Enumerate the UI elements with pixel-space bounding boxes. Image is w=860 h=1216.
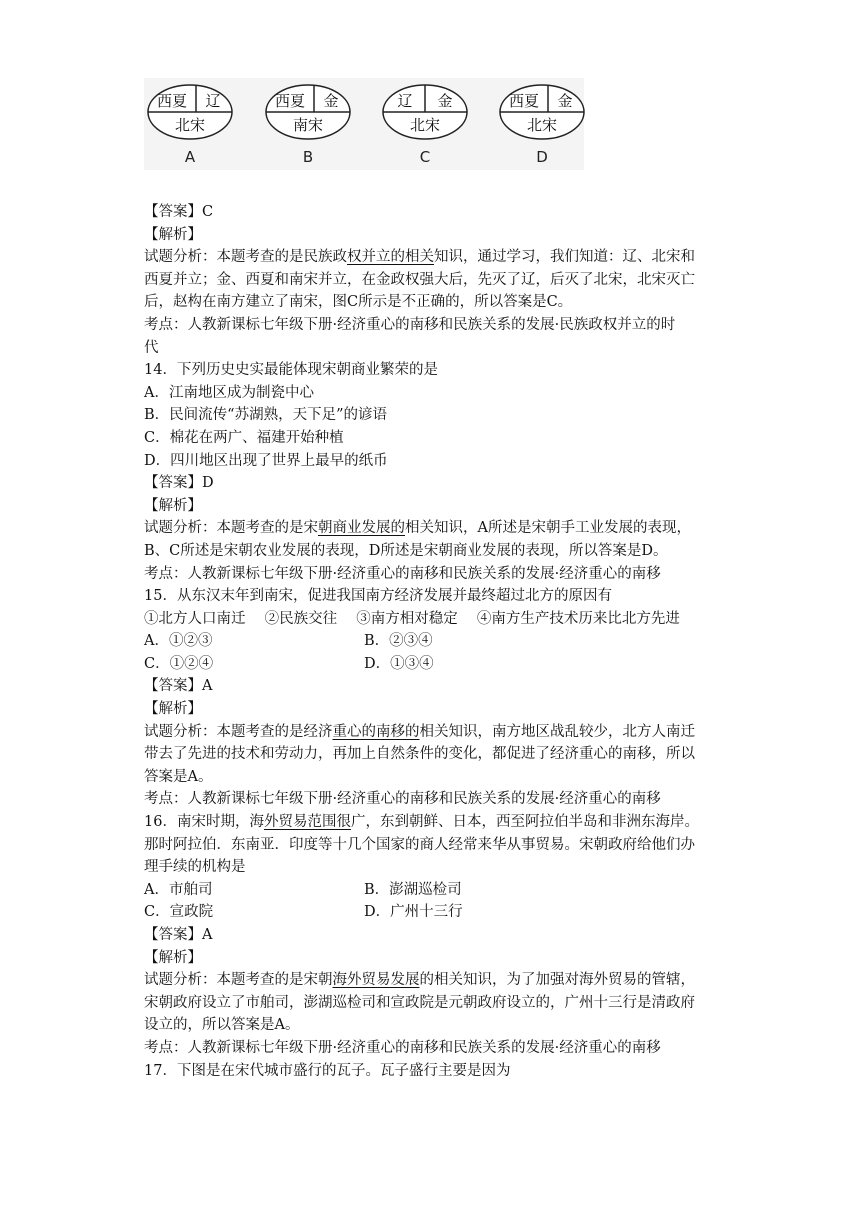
document-body xyxy=(144,201,724,1082)
diagram-d-label: D xyxy=(536,148,548,166)
q16-analysis-heading: 【解析】 xyxy=(144,949,202,966)
q14-answer: 【答案】D xyxy=(144,475,214,492)
q14-analysis-text: 试题分析：本题考查的是宋 xyxy=(144,520,318,537)
q13-analysis-heading: 【解析】 xyxy=(144,226,202,243)
diagram-a-top-right: 辽 xyxy=(205,92,221,110)
q15-analysis-heading: 【解析】 xyxy=(144,701,202,718)
q16-answer: 【答案】A xyxy=(144,927,213,943)
q16-stem-line-1 xyxy=(144,811,724,834)
diagram-option-a xyxy=(144,78,236,170)
diagram-c-top-right: 金 xyxy=(437,92,453,110)
diagram-b-bottom: 南宋 xyxy=(292,116,324,134)
diagram-option-c xyxy=(379,78,471,170)
q16-analysis-text: 试题分析：本题考查的是宋朝 xyxy=(144,972,333,989)
diagram-option-b xyxy=(262,78,354,170)
q16-options-row-1 xyxy=(144,879,724,902)
q15-analysis-line-2: 带去了先进的技术和劳动力，再加上自然条件的变化，都促进了经济重心的南移，所以 xyxy=(144,746,695,763)
q15-analysis-line-1 xyxy=(144,721,724,744)
q14-analysis-text-cont: 相关知识，A所述是宋朝手工业发展的表现， xyxy=(405,520,691,537)
q16-option-b: B．澎湖巡检司 xyxy=(364,881,462,898)
q16-analysis-line-1 xyxy=(144,969,724,992)
q13-analysis-line-1 xyxy=(144,246,724,269)
q14-option-b: B．民间流传“苏湖熟，天下足”的谚语 xyxy=(144,407,387,424)
diagram-a-bottom: 北宋 xyxy=(174,116,206,134)
q15-options-row-1 xyxy=(144,630,724,653)
diagram-option-d xyxy=(496,78,588,170)
q16-underlined-text: 海外贸易发展 xyxy=(332,972,420,989)
q14-option-c: C．棉花在两广、福建开始种植 xyxy=(144,429,344,446)
q13-underlined-text: 权并立的相关 xyxy=(347,249,434,266)
q16-knowledge-point: 考点：人教新课标七年级下册·经济重心的南移和民族关系的发展·经济重心的南移 xyxy=(144,1039,661,1056)
regime-circle-c xyxy=(379,82,471,146)
q16-option-a: A．市舶司 xyxy=(144,881,213,898)
q16-analysis-line-3: 设立的，所以答案是A。 xyxy=(144,1017,300,1034)
diagram-b-label: B xyxy=(302,148,314,166)
q15-answer: 【答案】A xyxy=(144,678,213,695)
regime-circle-a xyxy=(144,82,236,146)
q14-underlined-text: 朝商业发展的 xyxy=(318,520,405,537)
q15-option-b: B．②③④ xyxy=(364,633,433,650)
regime-circle-d xyxy=(496,82,588,146)
q14-option-d: D．四川地区出现了世界上最早的纸币 xyxy=(144,452,388,469)
q14-analysis-line-2: B、C所述是宋朝农业发展的表现，D所述是宋朝商业发展的表现，所以答案是D。 xyxy=(144,542,668,559)
q16-stem-text-cont: 广，东到朝鲜、日本，西至阿拉伯半岛和非洲东海岸。 xyxy=(350,814,699,831)
q15-option-c: C．①②④ xyxy=(144,655,214,672)
q15-options-row-2 xyxy=(144,653,724,676)
q13-analysis-line-2: 西夏并立；金、西夏和南宋并立，在金政权强大后，先灭了辽，后灭了北宋，北宋灭亡 xyxy=(144,271,695,288)
q13-knowledge-point-2: 代 xyxy=(144,339,159,356)
q15-stem: 15．从东汉末年到南宋，促进我国南方经济发展并最终超过北方的原因有 xyxy=(144,588,612,605)
diagram-c-bottom: 北宋 xyxy=(409,116,441,134)
q15-option-a: A．①②③ xyxy=(144,633,213,650)
q17-stem: 17．下图是在宋代城市盛行的瓦子。瓦子盛行主要是因为 xyxy=(144,1062,511,1079)
q14-knowledge-point: 考点：人教新课标七年级下册·经济重心的南移和民族关系的发展·经济重心的南移 xyxy=(144,565,661,582)
diagram-a-label: A xyxy=(184,148,196,166)
q13-analysis-text-cont: 知识，通过学习，我们知道：辽、北宋和 xyxy=(434,249,695,266)
q16-option-d: D．广州十三行 xyxy=(364,904,463,921)
diagram-b-top-right: 金 xyxy=(323,92,339,110)
q16-stem-line-3: 理手续的机构是 xyxy=(144,859,246,876)
q16-underlined-text: 外贸易范围很 xyxy=(263,814,351,831)
diagram-c-label: C xyxy=(419,148,431,166)
diagram-c-top-left: 辽 xyxy=(397,92,413,110)
q15-items: ①北方人口南迁 ②民族交往 ③南方相对稳定 ④南方生产技术历来比北方先进 xyxy=(144,610,680,627)
q14-analysis-line-1 xyxy=(144,517,724,540)
q16-stem-line-2: 那时阿拉伯．东南亚．印度等十几个国家的商人经常来华从事贸易。宋朝政府给他们办 xyxy=(144,836,695,853)
q16-options-row-2 xyxy=(144,901,724,924)
answer-option-diagrams xyxy=(144,78,584,170)
q13-analysis-text: 试题分析：本题考查的是民族政 xyxy=(144,249,347,266)
diagram-a-top-left: 西夏 xyxy=(156,92,188,110)
q14-stem: 14．下列历史史实最能体现宋朝商业繁荣的是 xyxy=(144,362,438,379)
diagram-d-top-right: 金 xyxy=(557,92,573,110)
diagram-d-bottom: 北宋 xyxy=(526,116,558,134)
diagram-d-top-left: 西夏 xyxy=(508,92,540,110)
regime-circle-b xyxy=(262,82,354,146)
q15-analysis-text: 试题分析：本题考查的是经济 xyxy=(144,723,333,740)
q15-analysis-text-cont: 相关知识，南方地区战乱较少，北方人南迁 xyxy=(419,723,695,740)
q13-knowledge-point-1: 考点：人教新课标七年级下册·经济重心的南移和民族关系的发展·民族政权并立的时 xyxy=(144,316,676,333)
q16-analysis-text-cont: 的相关知识，为了加强对海外贸易的管辖， xyxy=(419,972,695,989)
q14-analysis-heading: 【解析】 xyxy=(144,497,202,514)
q16-analysis-line-2: 宋朝政府设立了市舶司，澎湖巡检司和宣政院是元朝政府设立的，广州十三行是清政府 xyxy=(144,994,695,1011)
q13-answer: 【答案】C xyxy=(144,204,214,220)
q15-underlined-text: 重心的南移的 xyxy=(332,723,420,740)
q14-option-a: A．江南地区成为制瓷中心 xyxy=(144,384,314,401)
q15-analysis-line-3: 答案是A。 xyxy=(144,768,213,785)
q16-stem-text: 16．南宋时期，海 xyxy=(144,814,264,831)
diagram-b-top-left: 西夏 xyxy=(274,92,306,110)
q15-option-d: D．①③④ xyxy=(364,655,434,672)
q15-knowledge-point: 考点：人教新课标七年级下册·经济重心的南移和民族关系的发展·经济重心的南移 xyxy=(144,791,661,808)
q16-option-c: C．宣政院 xyxy=(144,904,214,921)
q13-analysis-line-3: 后，赵构在南方建立了南宋，图C所示是不正确的，所以答案是C。 xyxy=(144,294,573,311)
